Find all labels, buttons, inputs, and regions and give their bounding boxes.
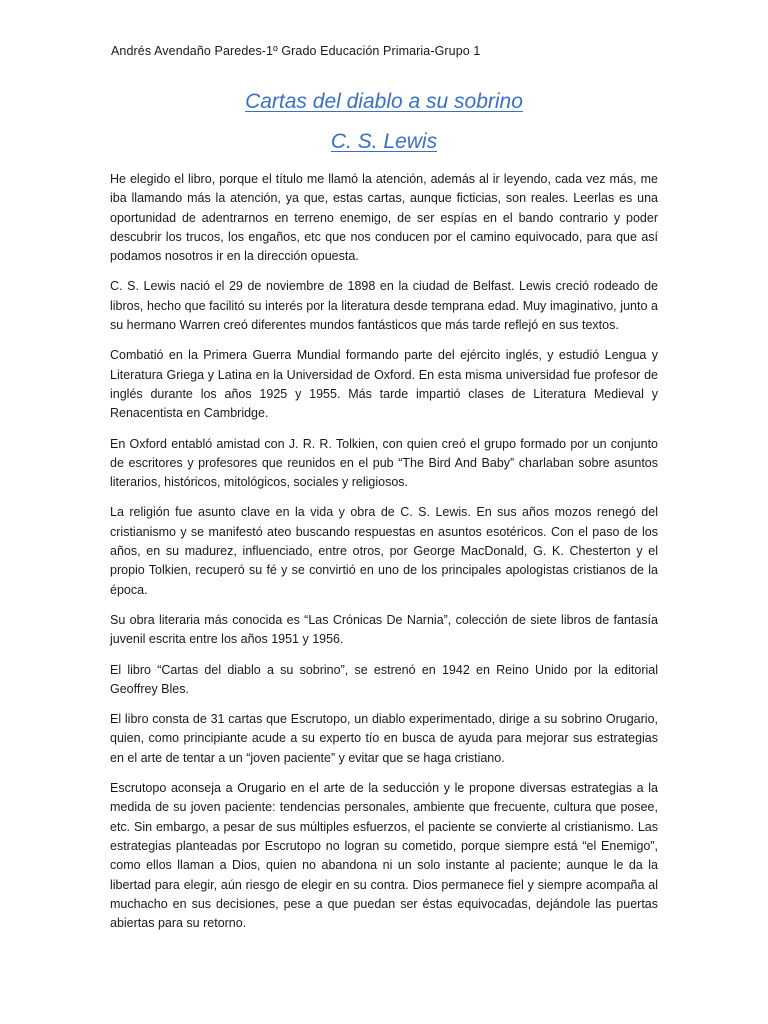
paragraph: Combatió en la Primera Guerra Mundial formando parte del ejército inglés, y estudió Lengua y Literatura Griega y Latina en la Universidad de Oxford. En esta misma universidad fue profesor de inglés durante los años 1925 y 1955. Más tarde impartió clases de Literatura Medieval y Renacentista en Cambridge. bbox=[110, 348, 658, 421]
page-header: Andrés Avendaño Paredes-1º Grado Educación Primaria-Grupo 1 bbox=[111, 44, 481, 58]
document-author: C. S. Lewis bbox=[330, 130, 438, 153]
paragraph: He elegido el libro, porque el título me llamó la atención, además al ir leyendo, cada vez más, me iba llamando más la atención, ya que, estas cartas, aunque ficticias, son reales. Leerlas es una oportunidad de adentrarnos en terreno enemigo, de ser espías en el bando contrario y poder descubrir los trucos, los engaños, etc que nos conducen por el camino equivocado, para que así podamos nosotros ir en la dirección opuesta. bbox=[110, 172, 658, 264]
paragraph: Escrutopo aconseja a Orugario en el arte de la seducción y le propone diversas estrategias a la medida de su joven paciente: tendencias personales, ambiente que frecuente, cultura que posee, etc. Sin embargo, a pesar de sus múltiples esfuerzos, el paciente se convierte al cristianismo. Las estrategias planteadas por Escrutopo no logran su cometido, porque siempre está “el Enemigo”, como ellos llaman a Dios, quien no abandona ni un solo instante al paciente; aunque le da la libertad para elegir, aún riesgo de elegir en su contra. Dios permanece fiel y siempre acompaña al muchacho en sus decisiones, pese a que puedan ser éstas equivocadas, dejándole las puertas abiertas para su retorno. bbox=[110, 781, 658, 931]
paragraph: El libro “Cartas del diablo a su sobrino”, se estrenó en 1942 en Reino Unido por la editorial Geoffrey Bles. bbox=[110, 662, 658, 696]
document-body bbox=[110, 170, 658, 944]
paragraph: La religión fue asunto clave en la vida y obra de C. S. Lewis. En sus años mozos renegó del cristianismo y se manifestó ateo buscando respuestas en asuntos esotéricos. Con el paso de los años, en su madurez, influenciado, entre otros, por George MacDonald, G. K. Chesterton y el propio Tolkien, recuperó su fé y se convirtió en uno de los principales apologistas cristianos de la época. bbox=[110, 505, 658, 597]
paragraph: En Oxford entabló amistad con J. R. R. Tolkien, con quien creó el grupo formado por un conjunto de escritores y profesores que reunidos en el pub “The Bird And Baby” charlaban sobre asuntos literarios, históricos, mitológicos, sociales y religiosos. bbox=[110, 436, 658, 490]
paragraph: C. S. Lewis nació el 29 de noviembre de 1898 en la ciudad de Belfast. Lewis creció rodeado de libros, hecho que facilitó su interés por la literatura desde temprana edad. Muy imaginativo, junto a su hermano Warren creó diferentes mundos fantásticos que más tarde reflejó en sus textos. bbox=[110, 279, 658, 333]
paragraph: Su obra literaria más conocida es “Las Crónicas De Narnia”, colección de siete libros de fantasía juvenil escrita entre los años 1951 y 1956. bbox=[110, 612, 658, 647]
document-title: Cartas del diablo a su sobrino bbox=[245, 90, 523, 113]
paragraph: El libro consta de 31 cartas que Escrutopo, un diablo experimentado, dirige a su sobrino Orugario, quien, como principiante acude a su experto tío en busca de ayuda para mejorar sus estrategias en el arte de tentar a un “joven paciente” y evitar que se haga cristiano. bbox=[110, 712, 658, 765]
